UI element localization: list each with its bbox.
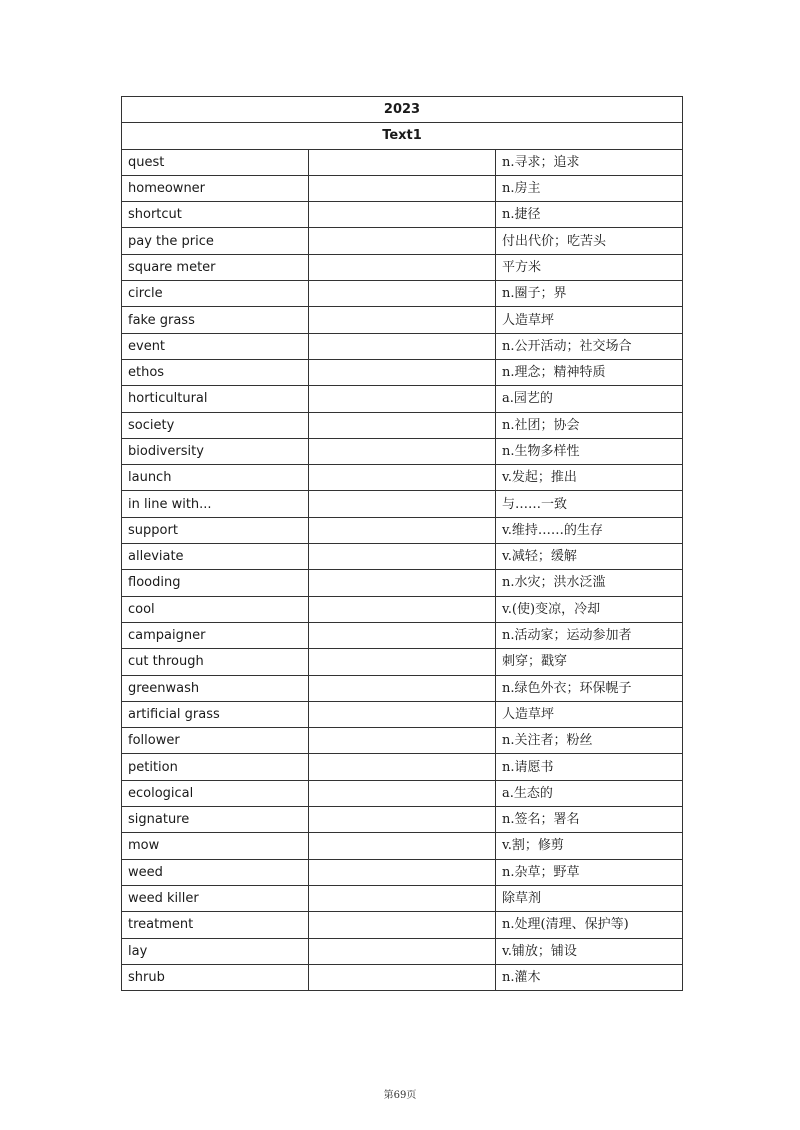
blank-answer-cell — [309, 228, 496, 254]
meaning-cell: a.生态的 — [496, 780, 683, 806]
meaning-cell: n.关注者；粉丝 — [496, 728, 683, 754]
meaning-cell: 付出代价；吃苦头 — [496, 228, 683, 254]
page-number: 第69页 — [383, 1090, 417, 1101]
vocab-row — [122, 175, 683, 201]
year-header-row — [122, 97, 683, 123]
vocab-row — [122, 596, 683, 622]
blank-answer-cell — [309, 333, 496, 359]
term-cell: event — [122, 333, 309, 359]
vocab-row — [122, 544, 683, 570]
vocab-row — [122, 281, 683, 307]
term-cell: ecological — [122, 780, 309, 806]
term-cell: greenwash — [122, 675, 309, 701]
vocab-row — [122, 938, 683, 964]
term-cell: signature — [122, 807, 309, 833]
blank-answer-cell — [309, 465, 496, 491]
vocab-row — [122, 491, 683, 517]
vocab-row — [122, 359, 683, 385]
term-cell: homeowner — [122, 175, 309, 201]
term-cell: society — [122, 412, 309, 438]
meaning-cell: 刺穿；戳穿 — [496, 649, 683, 675]
meaning-cell: v.铺放；铺设 — [496, 938, 683, 964]
term-cell: quest — [122, 149, 309, 175]
vocab-row — [122, 701, 683, 727]
vocab-row — [122, 228, 683, 254]
blank-answer-cell — [309, 491, 496, 517]
vocab-row — [122, 780, 683, 806]
term-cell: cut through — [122, 649, 309, 675]
meaning-cell: n.社团；协会 — [496, 412, 683, 438]
term-cell: in line with... — [122, 491, 309, 517]
term-cell: flooding — [122, 570, 309, 596]
blank-answer-cell — [309, 412, 496, 438]
blank-answer-cell — [309, 202, 496, 228]
blank-answer-cell — [309, 885, 496, 911]
blank-answer-cell — [309, 307, 496, 333]
vocab-row — [122, 517, 683, 543]
meaning-cell: v.发起；推出 — [496, 465, 683, 491]
vocab-row — [122, 412, 683, 438]
vocab-row — [122, 622, 683, 648]
blank-answer-cell — [309, 912, 496, 938]
meaning-cell: v.减轻；缓解 — [496, 544, 683, 570]
vocab-row — [122, 833, 683, 859]
term-cell: shortcut — [122, 202, 309, 228]
term-cell: fake grass — [122, 307, 309, 333]
term-cell: mow — [122, 833, 309, 859]
vocab-row — [122, 386, 683, 412]
term-cell: circle — [122, 281, 309, 307]
vocab-row — [122, 885, 683, 911]
vocab-row — [122, 728, 683, 754]
blank-answer-cell — [309, 570, 496, 596]
meaning-cell: n.灌木 — [496, 964, 683, 990]
term-cell: cool — [122, 596, 309, 622]
vocab-row — [122, 149, 683, 175]
blank-answer-cell — [309, 149, 496, 175]
blank-answer-cell — [309, 622, 496, 648]
vocab-row — [122, 807, 683, 833]
term-cell: shrub — [122, 964, 309, 990]
term-cell: campaigner — [122, 622, 309, 648]
vocabulary-table — [121, 96, 683, 991]
meaning-cell: 人造草坪 — [496, 307, 683, 333]
meaning-cell: n.捷径 — [496, 202, 683, 228]
term-cell: square meter — [122, 254, 309, 280]
meaning-cell: n.圈子；界 — [496, 281, 683, 307]
meaning-cell: a.园艺的 — [496, 386, 683, 412]
term-cell: petition — [122, 754, 309, 780]
vocab-row — [122, 202, 683, 228]
blank-answer-cell — [309, 859, 496, 885]
term-cell: alleviate — [122, 544, 309, 570]
blank-answer-cell — [309, 964, 496, 990]
term-cell: launch — [122, 465, 309, 491]
meaning-cell: 与……一致 — [496, 491, 683, 517]
vocab-row — [122, 912, 683, 938]
blank-answer-cell — [309, 728, 496, 754]
meaning-cell: v.(使)变凉，冷却 — [496, 596, 683, 622]
blank-answer-cell — [309, 675, 496, 701]
vocab-row — [122, 570, 683, 596]
meaning-cell: n.公开活动；社交场合 — [496, 333, 683, 359]
vocab-row — [122, 649, 683, 675]
meaning-cell: 人造草坪 — [496, 701, 683, 727]
year-heading: 2023 — [122, 97, 683, 123]
term-cell: weed killer — [122, 885, 309, 911]
blank-answer-cell — [309, 780, 496, 806]
vocab-row — [122, 465, 683, 491]
term-cell: lay — [122, 938, 309, 964]
meaning-cell: n.处理(清理、保护等) — [496, 912, 683, 938]
term-cell: support — [122, 517, 309, 543]
meaning-cell: v.维持……的生存 — [496, 517, 683, 543]
blank-answer-cell — [309, 754, 496, 780]
meaning-cell: 平方米 — [496, 254, 683, 280]
blank-answer-cell — [309, 386, 496, 412]
blank-answer-cell — [309, 175, 496, 201]
blank-answer-cell — [309, 833, 496, 859]
blank-answer-cell — [309, 254, 496, 280]
meaning-cell: n.绿色外衣；环保幌子 — [496, 675, 683, 701]
blank-answer-cell — [309, 807, 496, 833]
meaning-cell: n.水灾；洪水泛滥 — [496, 570, 683, 596]
blank-answer-cell — [309, 649, 496, 675]
vocab-row — [122, 438, 683, 464]
blank-answer-cell — [309, 544, 496, 570]
section-header-row — [122, 123, 683, 149]
blank-answer-cell — [309, 281, 496, 307]
term-cell: artificial grass — [122, 701, 309, 727]
meaning-cell: n.签名；署名 — [496, 807, 683, 833]
vocab-row — [122, 754, 683, 780]
term-cell: weed — [122, 859, 309, 885]
term-cell: follower — [122, 728, 309, 754]
vocab-row — [122, 307, 683, 333]
blank-answer-cell — [309, 517, 496, 543]
blank-answer-cell — [309, 596, 496, 622]
term-cell: horticultural — [122, 386, 309, 412]
blank-answer-cell — [309, 938, 496, 964]
blank-answer-cell — [309, 701, 496, 727]
term-cell: treatment — [122, 912, 309, 938]
meaning-cell: v.割；修剪 — [496, 833, 683, 859]
blank-answer-cell — [309, 438, 496, 464]
meaning-cell: n.生物多样性 — [496, 438, 683, 464]
term-cell: biodiversity — [122, 438, 309, 464]
vocab-row — [122, 964, 683, 990]
term-cell: ethos — [122, 359, 309, 385]
vocab-row — [122, 254, 683, 280]
meaning-cell: 除草剂 — [496, 885, 683, 911]
meaning-cell: n.房主 — [496, 175, 683, 201]
term-cell: pay the price — [122, 228, 309, 254]
vocab-row — [122, 859, 683, 885]
vocab-row — [122, 333, 683, 359]
meaning-cell: n.寻求；追求 — [496, 149, 683, 175]
meaning-cell: n.理念；精神特质 — [496, 359, 683, 385]
meaning-cell: n.杂草；野草 — [496, 859, 683, 885]
vocab-row — [122, 675, 683, 701]
meaning-cell: n.请愿书 — [496, 754, 683, 780]
blank-answer-cell — [309, 359, 496, 385]
section-heading: Text1 — [122, 123, 683, 149]
meaning-cell: n.活动家；运动参加者 — [496, 622, 683, 648]
